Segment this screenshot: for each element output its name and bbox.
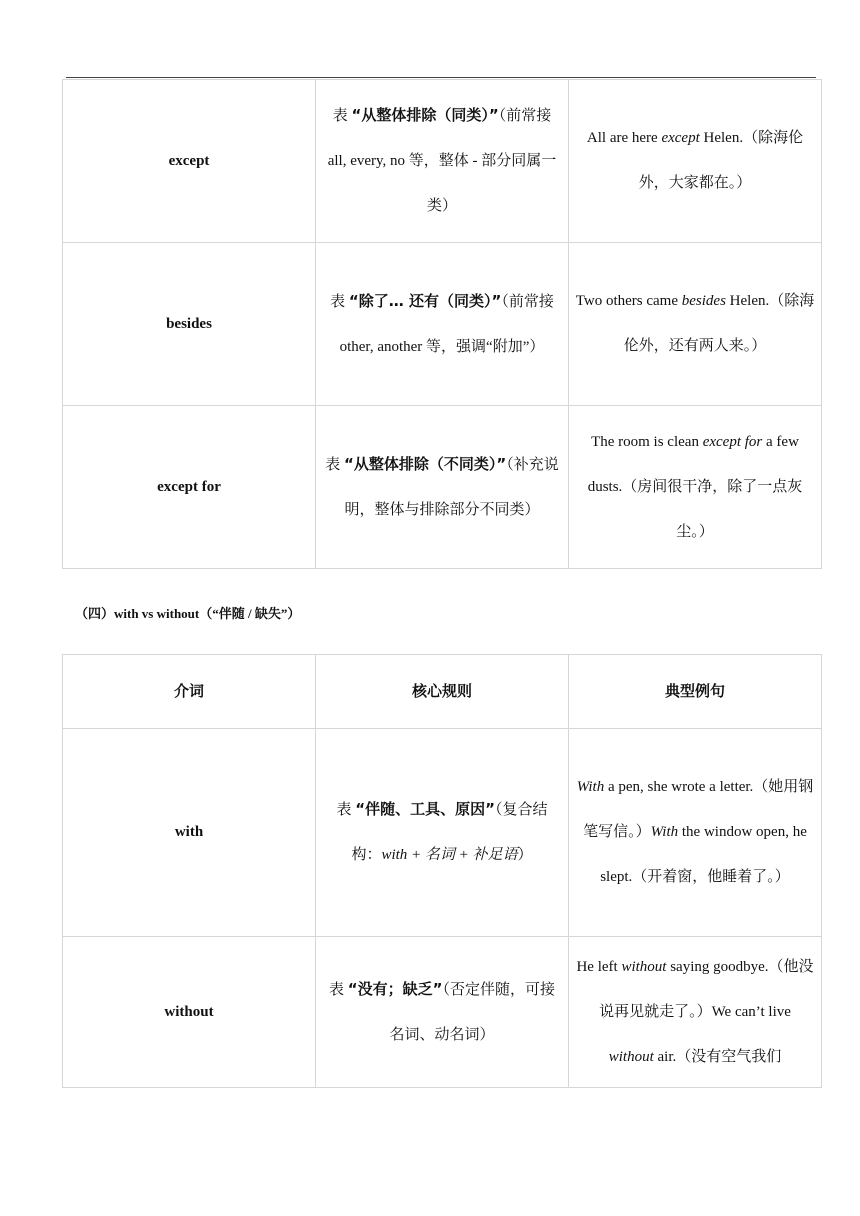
rule-prefix: 表 [325,456,345,473]
rule-keyword: “从整体排除（同类）” [351,106,499,124]
rule-cell [316,80,569,243]
column-header: 介词 [63,655,316,729]
example-text: The room is clean [591,433,703,450]
table-row [63,729,822,937]
example-cell [569,406,822,569]
rule-cell [316,406,569,569]
example-cell [569,243,822,406]
example-text: Two others came [575,293,682,309]
example-text: a pen, she wrote a letter.（她用钢笔写信。） [583,779,814,840]
term-cell: except for [63,406,316,569]
example-cell [569,80,822,243]
comparison-table-except-besides [62,79,822,569]
rule-note: （前常接 all, every, no 等，整体 - 部分同属一类） [327,108,557,214]
example-cell [569,937,822,1088]
rule-keyword: “伴随、工具、原因” [355,800,495,818]
rule-cell [316,243,569,406]
rule-prefix: 表 [336,802,356,818]
rule-note: （否定伴随，可接名词、动名词） [389,981,555,1043]
term-cell: besides [63,243,316,406]
example-text: He left [576,959,622,975]
example-preposition: without [621,959,667,975]
example-text: the window open, he slept.（开着窗，他睡着了。） [600,824,807,885]
rule-keyword: “没有；缺乏” [347,979,443,998]
comparison-table-with-without [62,654,822,1088]
rule-prefix: 表 [329,981,348,998]
table-row [63,406,822,569]
table-row [63,243,822,406]
rule-cell [316,729,569,937]
example-text: saying goodbye.（他没说再见就走了。）We can’t live [599,959,814,1020]
column-header: 典型例句 [569,655,822,729]
table-row [63,937,822,1088]
example-preposition: besides [681,293,726,309]
section-heading: （四）with vs without（“伴随 / 缺失”） [75,606,301,621]
column-header: 核心规则 [316,655,569,729]
rule-prefix: 表 [332,108,352,124]
example-preposition: With [576,779,605,795]
term-cell: without [63,937,316,1088]
example-preposition: With [650,824,679,840]
example-text: All are here [586,130,662,146]
rule-keyword: “从整体排除（不同类）” [344,454,507,473]
rule-structure: with + 名词 + 补足语 [381,847,518,863]
table-header-row [63,655,822,729]
table-row [63,80,822,243]
example-text: Helen.（除海伦外，还有两人来。） [623,293,815,354]
rule-keyword: “除了… 还有（同类）” [348,291,502,310]
header-rule [66,77,816,78]
rule-note: （复合结构： [351,802,548,863]
rule-note-end: ） [517,847,533,863]
example-text: a few dusts.（房间很干净，除了一点灰尘。） [587,433,803,540]
example-preposition: without [608,1049,654,1065]
term-cell: except [63,80,316,243]
rule-cell [316,937,569,1088]
example-preposition: except [661,130,700,146]
example-text: air.（没有空气我们 [653,1049,782,1065]
term-cell: with [63,729,316,937]
rule-note: （前常接 other, another 等，强调“附加”） [339,293,554,355]
rule-note: （补充说明，整体与排除部分不同类） [344,456,559,518]
example-text: Helen.（除海伦外，大家都在。） [638,130,804,191]
example-preposition: except for [702,433,763,450]
rule-prefix: 表 [330,293,349,310]
example-cell [569,729,822,937]
